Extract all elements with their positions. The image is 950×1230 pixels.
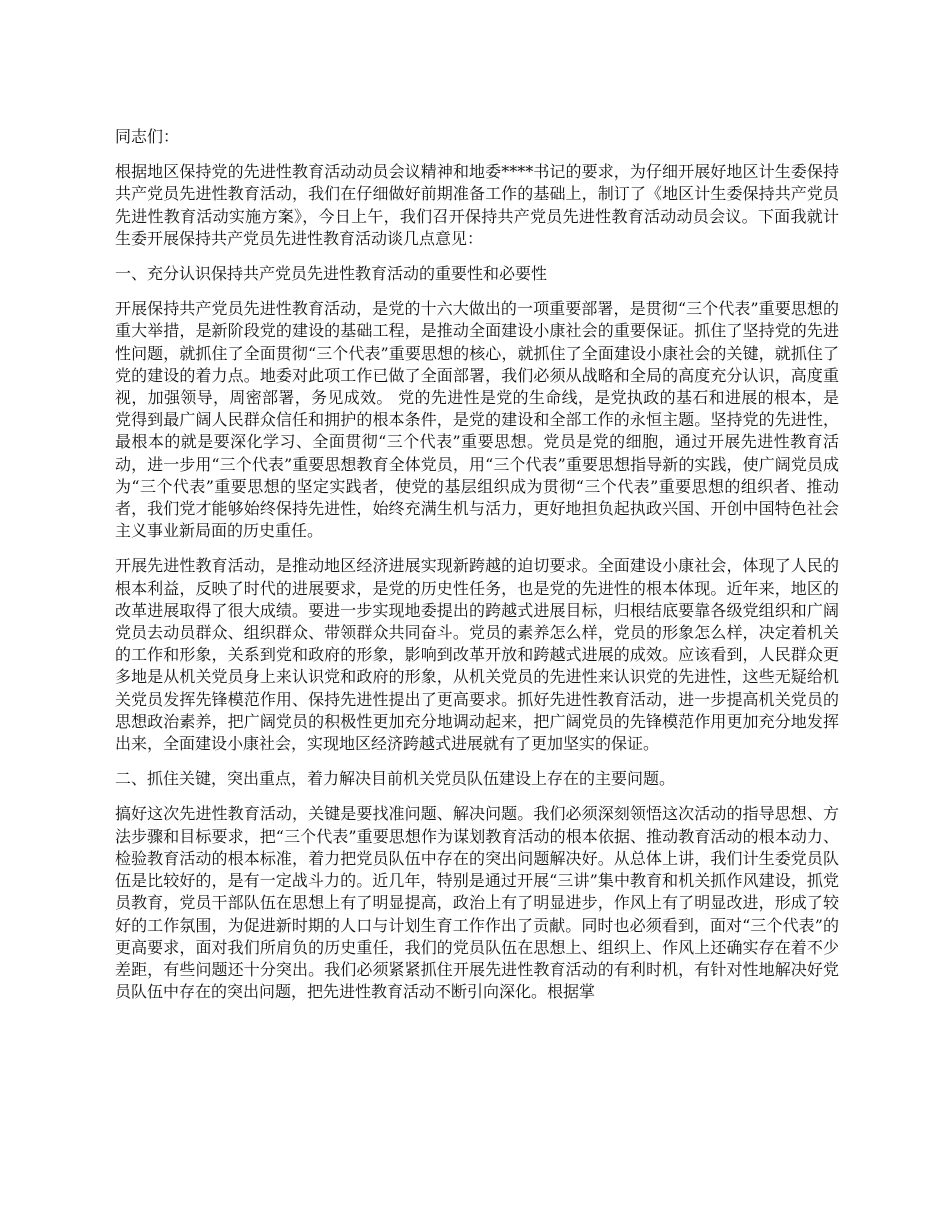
section-2-heading: 二、抓住关键，突出重点，着力解决目前机关党员队伍建设上存在的主要问题。 [115,769,676,789]
section-2-paragraph-1: 搞好这次先进性教育活动，关键是要找准问题、解决问题。我们必须深刻领悟这次活动的指导思想、方法步骤和目标要求，把“三个代表”重要思想作为谋划教育活动的根本依据、推动教育活动的根本动力、检验教育活动的根本标准，着力把党员队伍中存在的突出问题解决好。从总体上讲，我们计生委党员队伍是比较好的，是有一定战斗力的。近几年，特别是通过开展“三讲”集中教育和机关抓作风建设，抓党员教育，党员干部队伍在思想上有了明显提高，政治上有了明显进步，作风上有了明显改进，形成了较好的工作氛围，为促进新时期的人口与计划生育工作作出了贡献。同时也必须看到，面对“三个代表”的更高要求，面对我们所肩负的历史重任，我们的党员队伍在思想上、组织上、作风上还确实存在着不少差距，有些问题还十分突出。我们必须紧紧抓住开展先进性教育活动的有利时机，有针对性地解决好党员队伍中存在的突出问题，把先进性教育活动不断引向深化。根据掌 [115,804,839,1002]
intro-paragraph: 根据地区保持党的先进性教育活动动员会议精神和地委****书记的要求，为仔细开展好地区计生委保持共产党员先进性教育活动，我们在仔细做好前期准备工作的基础上，制订了《地区计生委保持共产党员先进性教育活动实施方案》，今日上午，我们召开保持共产党员先进性教育活动动员会议。下面我就计生委开展保持共产党员先进性教育活动谈几点意见： [115,162,839,248]
document-page [115,126,839,1016]
salutation: 同志们： [115,127,180,146]
section-1-heading: 一、充分认识保持共产党员先进性教育活动的重要性和必要性 [115,264,548,284]
section-1-paragraph-1: 开展保持共产党员先进性教育活动，是党的十六大做出的一项重要部署，是贯彻“三个代表”重要思想的重大举措，是新阶段党的建设的基础工程，是推动全面建设小康社会的重要保证。抓住了坚持党的先进性问题，就抓住了全面贯彻“三个代表”重要思想的核心，就抓住了全面建设小康社会的关键，就抓住了党的建设的着力点。地委对此项工作已做了全面部署，我们必须从战略和全局的高度充分认识，高度重视，加强领导，周密部署，务见成效。 党的先进性是党的生命线，是党执政的基石和进展的根本，是党得到最广阔人民群众信任和拥护的根本条件，是党的建设和全部工作的永恒主题。坚持党的先进性，最根本的就是要深化学习、全面贯彻“三个代表”重要思想。党员是党的细胞，通过开展先进性教育活动，进一步用“三个代表”重要思想教育全体党员，用“三个代表”重要思想指导新的实践，使广阔党员成为“三个代表”重要思想的坚定实践者，使党的基层组织成为贯彻“三个代表”重要思想的组织者、推动者，我们党才能够始终保持先进性，始终充满生机与活力，更好地担负起执政兴国、开创中国特色社会主义事业新局面的历史重任。 [115,299,839,541]
section-1-paragraph-2: 开展先进性教育活动，是推动地区经济进展实现新跨越的迫切要求。全面建设小康社会，体现了人民的根本利益，反映了时代的进展要求，是党的历史性任务，也是党的先进性的根本体现。近年来，地区的改革进展取得了很大成绩。要进一步实现地委提出的跨越式进展目标，归根结底要靠各级党组织和广阔党员去动员群众、组织群众、带领群众共同奋斗。党员的素养怎么样，党员的形象怎么样，决定着机关的工作和形象，关系到党和政府的形象，影响到改革开放和跨越式进展的成效。应该看到，人民群众更多地是从机关党员身上来认识党和政府的形象，从机关党员的先进性来认识党的先进性，这些无疑给机关党员发挥先锋模范作用、保持先进性提出了更高要求。抓好先进性教育活动，进一步提高机关党员的思想政治素养，把广阔党员的积极性更加充分地调动起来，把广阔党员的先锋模范作用更加充分地发挥出来，全面建设小康社会，实现地区经济跨越式进展就有了更加坚实的保证。 [115,556,839,754]
